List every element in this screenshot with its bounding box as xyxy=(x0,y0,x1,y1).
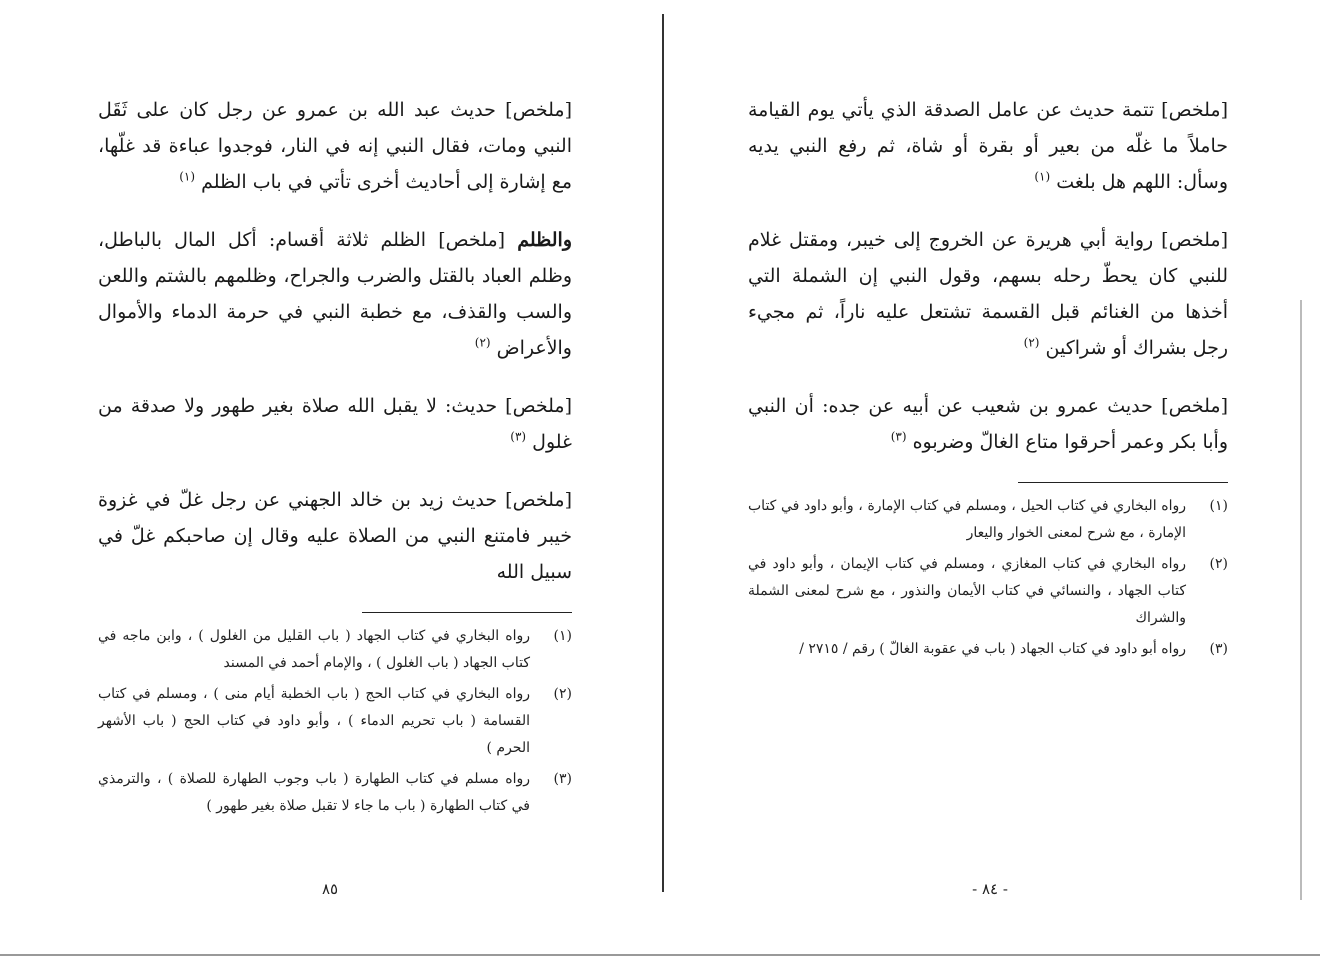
paragraph-text: [ملخص] حديث عبد الله بن عمرو عن رجل كان على ثَقَل النبي ومات، فقال النبي إنه في النار، فوجدوا عباءة قد غلّها، مع إشارة إلى أحاديث أخرى تأتي في باب الظلم xyxy=(98,99,572,193)
footnote-separator xyxy=(1018,482,1228,483)
footnote xyxy=(748,636,1228,663)
footnote-text: رواه البخاري في كتاب الحيل ، ومسلم في كتاب الإمارة ، وأبو داود في كتاب الإمارة ، مع شرح لمعنى الخوار واليعار xyxy=(748,498,1186,541)
footnote-marker: (٢) xyxy=(474,335,491,350)
footnote-number: (٣) xyxy=(553,771,572,787)
page-number: ٨٥ xyxy=(321,880,339,898)
footnote xyxy=(98,681,572,762)
paragraph-text: [ملخص] حديث زيد بن خالد الجهني عن رجل غلّ في غزوة خيبر فامتنع النبي من الصلاة عليه وقال إن صاحبكم غلّ في سبيل الله xyxy=(98,489,572,583)
left-paragraph-1 xyxy=(98,92,572,200)
footnote-number: (١) xyxy=(1209,498,1228,514)
footnote-marker: (٣) xyxy=(890,429,907,444)
left-body xyxy=(98,92,572,590)
footnote xyxy=(98,766,572,820)
footnote-text: رواه البخاري في كتاب الجهاد ( باب القليل من الغلول ) ، وابن ماجه في كتاب الجهاد ( باب الغلول ) ، والإمام أحمد في المسند xyxy=(98,628,530,671)
footnote xyxy=(748,551,1228,632)
footnote-text: رواه أبو داود في كتاب الجهاد ( باب في عقوبة الغالّ ) رقم / ٢٧١٥ / xyxy=(799,641,1186,657)
footnote-marker: (١) xyxy=(1034,169,1051,184)
left-paragraph-4 xyxy=(98,482,572,590)
left-paragraph-2 xyxy=(98,222,572,366)
right-footnotes xyxy=(748,493,1228,663)
paragraph-text: [ملخص] حديث عمرو بن شعيب عن أبيه عن جده: أن النبي وأبا بكر وعمر أحرقوا متاع الغالّ وضربوه xyxy=(748,395,1228,453)
footnote xyxy=(748,493,1228,547)
footnote-marker: (٢) xyxy=(1023,335,1040,350)
footnote-marker: (١) xyxy=(179,169,196,184)
footnote-number: (٢) xyxy=(1209,556,1228,572)
section-lead-word: والظلم xyxy=(517,229,572,251)
paragraph-text: [ملخص] تتمة حديث عن عامل الصدقة الذي يأتي يوم القيامة حاملاً ما غلّه من بعير أو بقرة أو شاة، ثم رفع النبي يديه وسأل: اللهم هل بلغت xyxy=(748,99,1228,193)
page-number: - ٨٤ - xyxy=(972,880,1008,898)
left-footnotes xyxy=(98,623,572,820)
footnote-separator xyxy=(362,612,572,613)
footnote-number: (٢) xyxy=(553,686,572,702)
footnote-marker: (٣) xyxy=(510,429,527,444)
footnote-text: رواه مسلم في كتاب الطهارة ( باب وجوب الطهارة للصلاة ) ، والترمذي في كتاب الطهارة ( باب ما جاء لا تقبل صلاة بغير طهور ) xyxy=(98,771,530,814)
paragraph-text: [ملخص] حديث: لا يقبل الله صلاة بغير طهور ولا صدقة من غلول xyxy=(98,395,572,453)
footnote-text: رواه البخاري في كتاب الحج ( باب الخطبة أيام منى ) ، ومسلم في كتاب القسامة ( باب تحريم الدماء ) ، وأبو داود في كتاب الحج ( باب الأشهر الحرم ) xyxy=(98,686,530,756)
left-paragraph-3 xyxy=(98,388,572,460)
paragraph-text: [ملخص] رواية أبي هريرة عن الخروج إلى خيبر، ومقتل غلام للنبي كان يحطّ رحله بسهم، وقول النبي إن الشملة التي أخذها من الغنائم قبل القسمة تشتعل عليه ناراً، ثم مجيء رجل بشراك أو شراكين xyxy=(748,229,1228,359)
footnote-number: (٣) xyxy=(1209,641,1228,657)
paragraph-text: [ملخص] الظلم ثلاثة أقسام: أكل المال بالباطل، وظلم العباد بالقتل والضرب والجراح، وظلمهم بالشتم واللعن والسب والقذف، مع خطبة النبي في حرمة الدماء والأموال والأعراض xyxy=(98,229,572,359)
right-paragraph-2 xyxy=(748,222,1228,366)
footnote-number: (١) xyxy=(553,628,572,644)
footnote-text: رواه البخاري في كتاب المغازي ، ومسلم في كتاب الإيمان ، وأبو داود في كتاب الجهاد ، والنسائي في كتاب الأيمان والنذور ، مع شرح لمعنى الشملة والشراك xyxy=(748,556,1186,626)
right-page xyxy=(660,0,1320,960)
right-paragraph-1 xyxy=(748,92,1228,200)
right-body xyxy=(748,92,1228,460)
footnote xyxy=(98,623,572,677)
right-paragraph-3 xyxy=(748,388,1228,460)
